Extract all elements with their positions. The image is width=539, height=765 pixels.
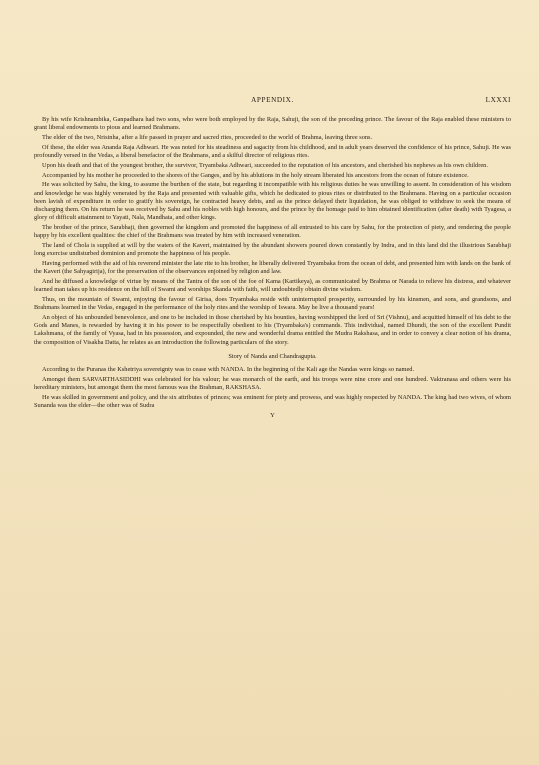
page-number: LXXXI: [485, 96, 511, 104]
paragraph: Of these, the elder was Ananda Raja Adhwari. He was noted for his steadiness and sagacity from his childhood, and in adult years deserved the confidence of his prince, Sahuji. He was profoundly versed in the Vedas, a liberal benefactor of the Brahmans, and a skilful director of religious rites.: [34, 143, 511, 159]
header-title: APPENDIX.: [251, 96, 294, 104]
paragraph: Having performed with the aid of his reverend minister the late rite to his brother, he liberally delivered Tryambaka from the ocean of debt, and presented him with lands on the bank of the Kaveri (the Sahyagirija), for the preservation of the observances enjoined by religion and law.: [34, 260, 511, 276]
paragraph: Accompanied by his mother he proceeded to the shores of the Ganges, and by his ablutions in the holy stream liberated his ancestors from the ocean of future existence.: [42, 171, 469, 179]
paragraph: And he diffused a knowledge of virtue by means of the Tantra of the son of the foe of Kama (Kartikeya), as communicated by Brahma or Narada to relieve his distress, and whatever learned man takes up his residence on the hill of Swami and worships Skanda with faith, will undoubtedly obtain divine wisdom.: [34, 278, 511, 294]
paragraph: Amongst them SARVARTHASIDDHI was celebrated for his valour; he was monarch of the earth, and his troops were nine crore and one hundred. Vaktranasa and others were his hereditary ministers, but amongst them the most famous was the Brahman, RAKSHASA.: [34, 375, 511, 392]
paragraph: He was skilled in government and policy, and the six attributes of princes; was eminent for piety and prowess, and was highly respected by NANDA. The king had two wives, of whom Sunanda was the elder—the other was of Sudra: [34, 393, 511, 410]
paragraph: Upon his death and that of the youngest brother, the survivor, Tryambaka Adhwari, succeeded to the reputation of his ancestors, and cherished his nephews as his own children.: [42, 161, 488, 169]
paragraph: An object of his unbounded benevolence, and one to be included in those cherished by his bounties, having worshipped the lord of Sri (Vishnu), and acquitted himself of his debt to the Gods and Manes, is rewarded by having it in his power to be respectfully obedient to his (Tryambaka's) commands. This individual, named Dhundi, the son of the excellent Pundit Lakshmana, of the family of Vyasa, had in his possession, and expounded, the new and wonderful drama entitled the Mudra Rakshasa, and in order to convey a clear notion of his drama, the composition of Visakha Datta, he relates as an introduction the following particulars of the story.: [34, 314, 511, 346]
body-text: [34, 116, 511, 410]
section-heading: Story of Nanda and Chandragupta.: [228, 352, 317, 360]
paragraph: He was solicited by Sahu, the king, to assume the burthen of the state, but regarding it incompatible with his religious duties he was unwilling to assent. In consideration of his wisdom and knowledge he was highly venerated by the Raja and presented with valuable gifts, which he dedicated to pious rites or distributed to the Brahmans. Having on a particular occasion been lavish of expenditure in order to gratify his sovereign, he contracted heavy debts, and as the prince delayed their liquidation, he was obliged to withdraw to seek the means of discharging them. On his return he was received by Sahu and his nobles with high honours, and the prince by the homage paid to him obtained identification (after death) with Tyagesa, a glory of difficult attainment to Yayati, Nala, Mandhata, and other kings.: [34, 181, 511, 222]
signature-mark: Y: [270, 412, 275, 420]
paragraph: The elder of the two, Nrisinha, after a life passed in prayer and sacred rites, proceeded to the world of Brahma, leaving three sons.: [42, 134, 373, 141]
paragraph: The brother of the prince, Sarabhaji, then governed the kingdom and promoted the happiness of all entrusted to his care by Sahu, for the protection of piety, and rendering the people happy by his excellent qualities: the chief of the Brahmans was treated by him with increased veneration.: [34, 224, 511, 240]
running-header: [34, 96, 511, 110]
paragraph: According to the Puranas the Kshetriya sovereignty was to cease with NANDA. In the beginning of the Kali age the Nandas were kings so named.: [42, 366, 415, 374]
paragraph: The land of Chola is supplied at will by the waters of the Kaveri, maintained by the abundant showers poured down constantly by Indra, and in this land did the illustrious Sarabhaji long exercise undisturbed dominion and promote the happiness of his people.: [34, 242, 511, 258]
paragraph: Thus, on the mountain of Swami, enjoying the favour of Girisa, does Tryambaka reside with uninterrupted prosperity, surrounded by his kinsmen, and sons, and grandsons, and Brahmans learned in the Vedas, engaged in the performance of the holy rites and the worship of Iswara. May he live a thousand years!: [34, 296, 511, 312]
paragraph: By his wife Krishnambika, Ganpadhara had two sons, who were both employed by the Raja, Sahuji, the son of the preceding prince. The favour of the Raja enabled these ministers to grant liberal endowments to pious and learned Brahmans.: [34, 116, 511, 132]
